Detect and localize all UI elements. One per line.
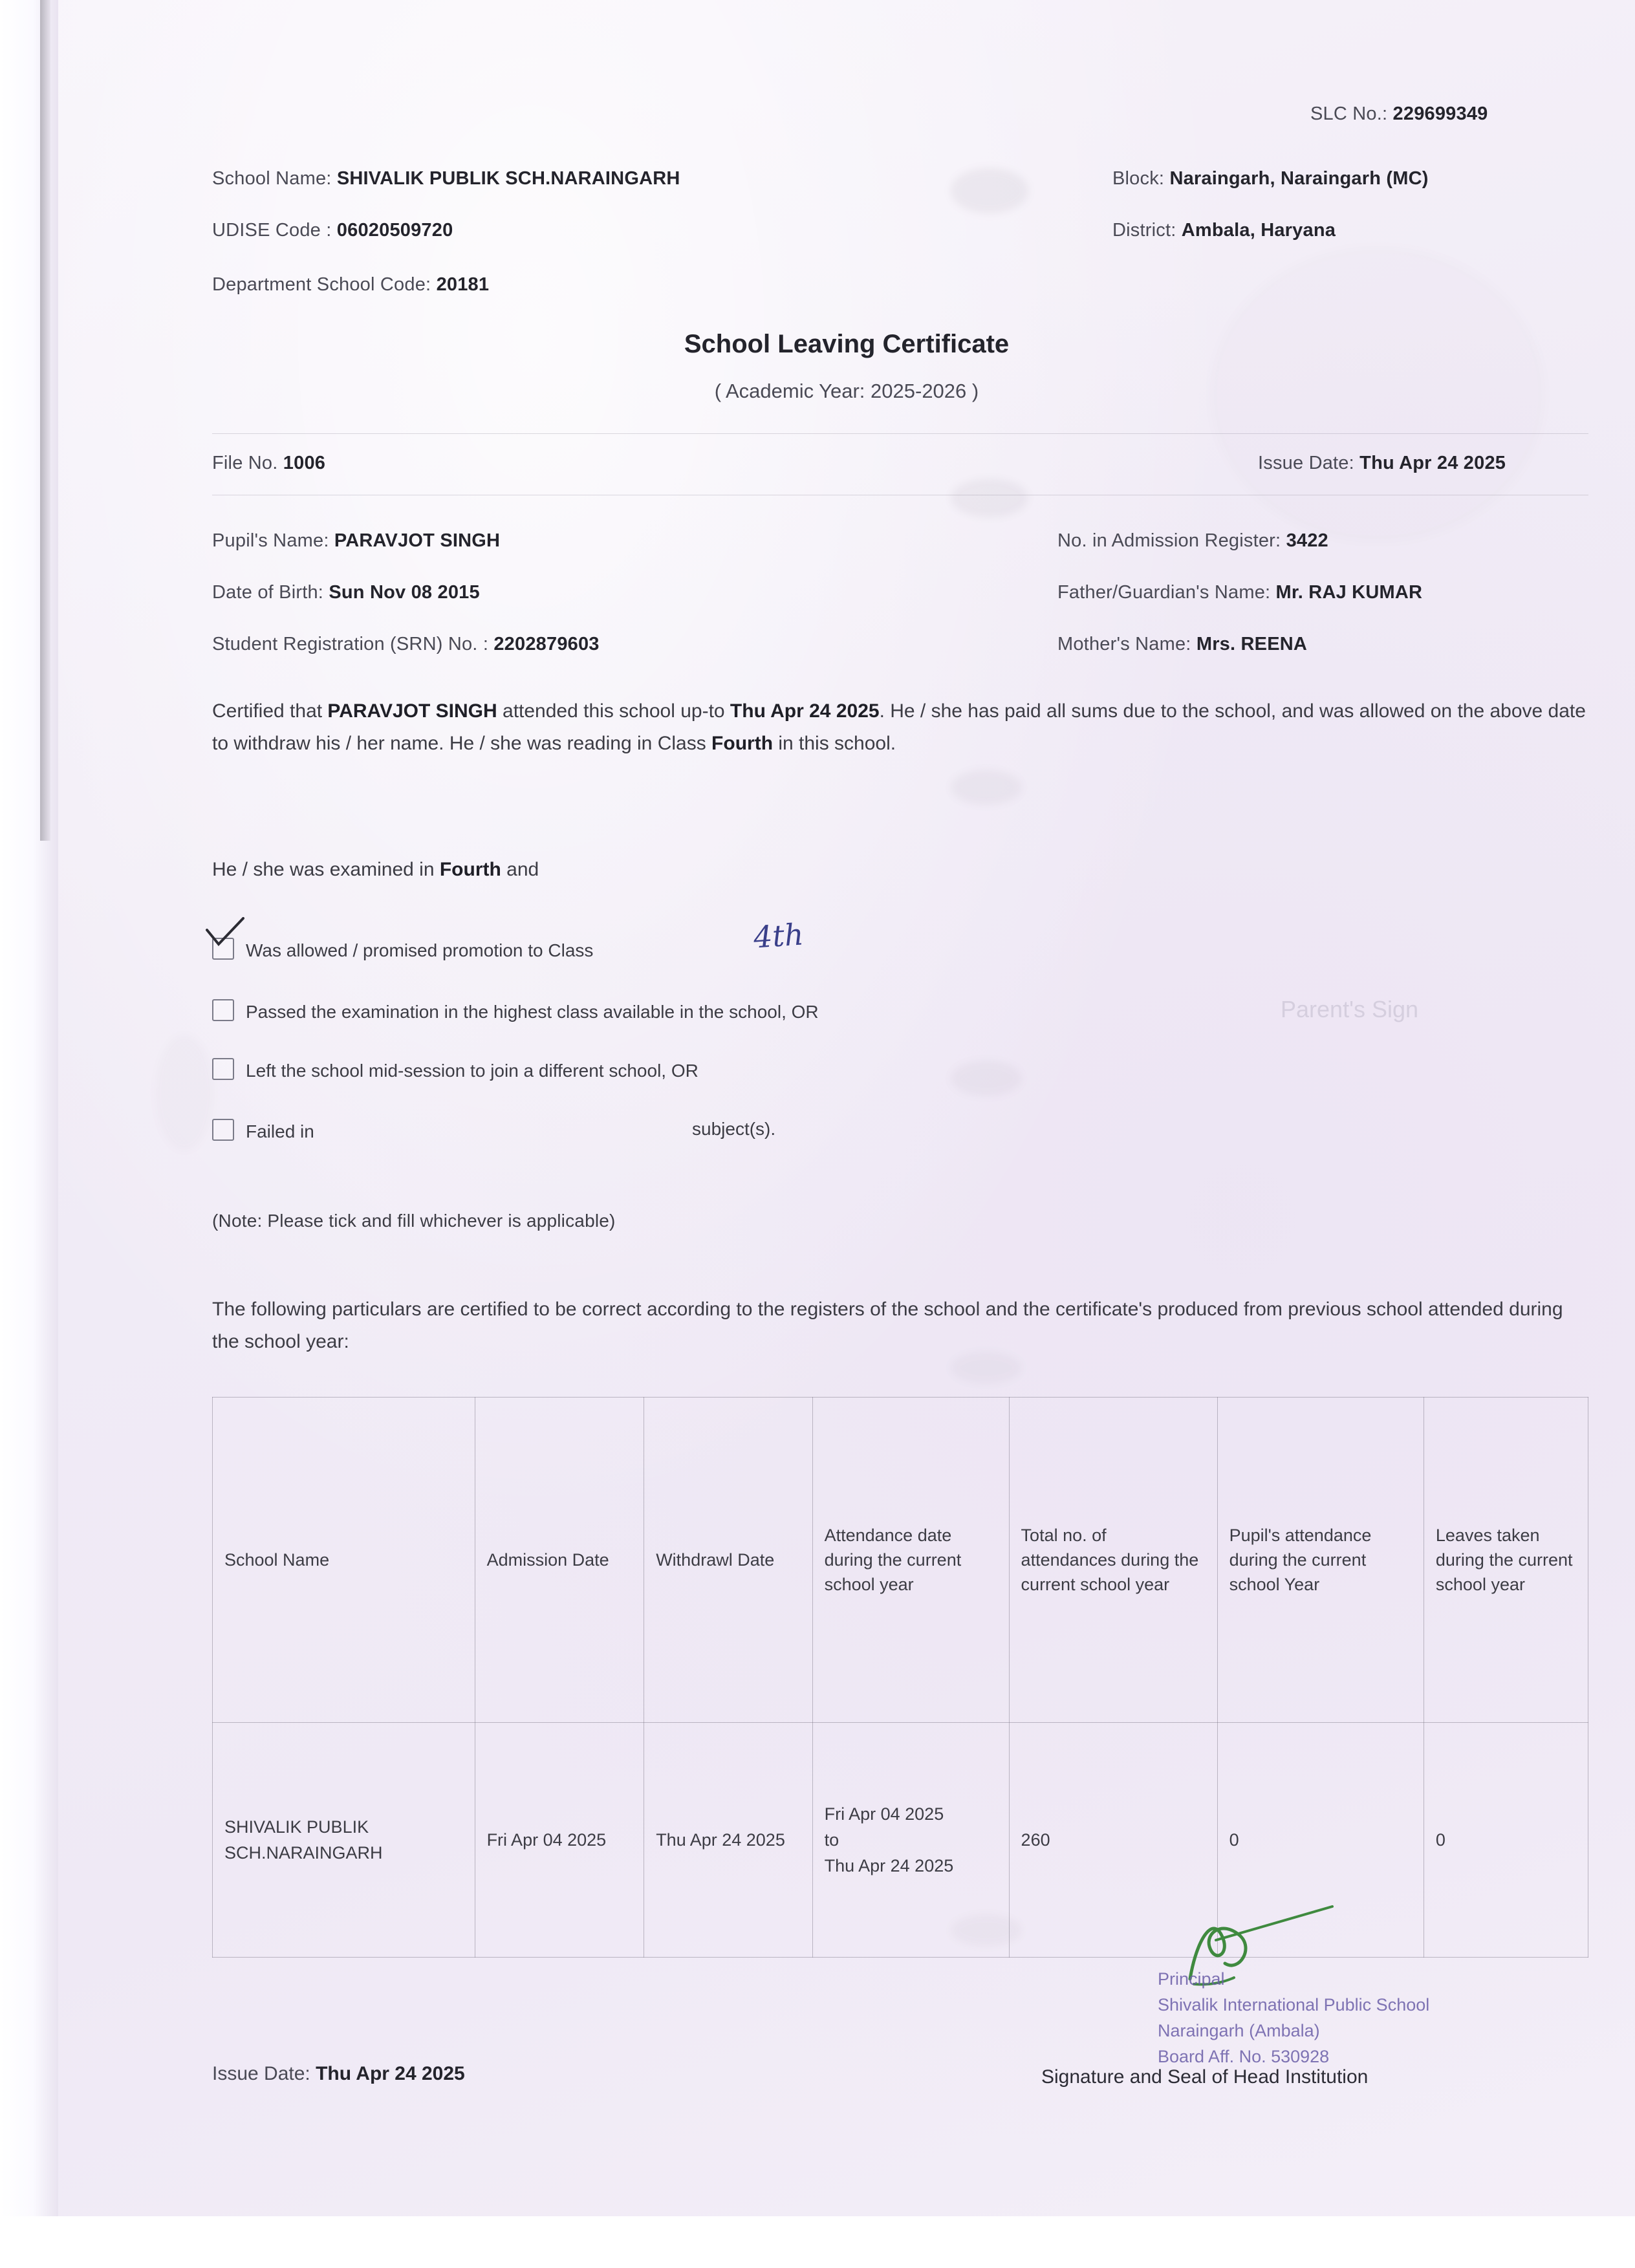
option-failed[interactable] (212, 1119, 314, 1142)
stamp-line-principal: Principal (1158, 1969, 1225, 1989)
district-row (1112, 220, 1336, 241)
option-failed-suffix (692, 1119, 775, 1139)
file-no-value: 1006 (283, 453, 326, 473)
dob-label: Date of Birth: (212, 582, 324, 603)
signature-caption: Signature and Seal of Head Institution (1041, 2066, 1369, 2088)
checkbox-icon[interactable] (212, 938, 234, 960)
divider (212, 433, 1588, 434)
certified-paragraph (212, 695, 1588, 760)
option-promotion-label: Was allowed / promised promotion to Class (246, 940, 594, 960)
footer-issue-date-label: Issue Date: (212, 2063, 310, 2084)
option-passed-highest[interactable] (212, 999, 819, 1022)
father-value: Mr. RAJ KUMAR (1275, 582, 1423, 603)
certified-line1-post: . He / she has paid all sums (879, 700, 1118, 722)
option-left-midsession[interactable] (212, 1058, 698, 1081)
cell-attendance-date-range: Fri Apr 04 2025 to Thu Apr 24 2025 (812, 1723, 1009, 1958)
udise-label: UDISE Code : (212, 220, 332, 241)
applicability-note: (Note: Please tick and fill whichever is applicable) (212, 1211, 616, 1231)
certified-upto-date: Thu Apr 24 2025 (730, 700, 880, 722)
cell-pupil-attendance: 0 (1217, 1723, 1424, 1958)
particulars-intro-line1: The following particulars are certified to be correct according to the registers of the school and the (212, 1299, 1050, 1320)
dob-value: Sun Nov 08 2015 (329, 582, 480, 603)
th-total-attendances: Total no. of attendances during the current school year (1009, 1398, 1217, 1723)
admission-register-value: 3422 (1286, 530, 1328, 551)
school-name-label: School Name: (212, 168, 332, 189)
option-failed-subjects-text: subject(s). (692, 1119, 776, 1139)
table-header-row (213, 1398, 1588, 1723)
mother-label: Mother's Name: (1057, 634, 1191, 654)
slc-label: SLC No.: (1310, 103, 1388, 124)
cell-admission-date: Fri Apr 04 2025 (475, 1723, 644, 1958)
srn-row (212, 634, 600, 655)
cell-total-attendances: 260 (1009, 1723, 1217, 1958)
principal-stamp (1158, 1966, 1429, 2069)
examined-pre: He / she was examined in (212, 859, 440, 880)
mother-value: Mrs. REENA (1196, 634, 1308, 654)
stamp-line-board-aff: Board Aff. No. 530928 (1158, 2047, 1330, 2066)
certified-class: Fourth (711, 733, 774, 754)
footer-issue-date (212, 2063, 465, 2085)
stamp-line-school: Shivalik International Public School (1158, 1995, 1430, 2014)
pupil-name-value: PARAVJOT SINGH (334, 530, 501, 551)
udise-value: 06020509720 (336, 220, 453, 241)
school-name-row (212, 168, 680, 189)
option-promotion[interactable] (212, 938, 593, 961)
certified-line3-pre: Class (657, 733, 712, 754)
checkbox-icon[interactable] (212, 1058, 234, 1080)
issue-date-label: Issue Date: (1258, 453, 1354, 473)
certified-line1-mid: attended this school up-to (497, 700, 730, 722)
file-no-label: File No. (212, 453, 278, 473)
block-label: Block: (1112, 168, 1165, 189)
cell-withdrawl-date: Thu Apr 24 2025 (644, 1723, 812, 1958)
th-withdrawl-date: Withdrawl Date (644, 1398, 812, 1723)
th-pupil-attendance: Pupil's attendance during the current school Year (1217, 1398, 1424, 1723)
block-value: Naraingarh, Naraingarh (MC) (1169, 168, 1429, 189)
th-attendance-date-range: Attendance date during the current school year (812, 1398, 1009, 1723)
cell-school-name: SHIVALIK PUBLIK SCH.NARAINGARH (213, 1723, 475, 1958)
certified-line3-post: in this school. (773, 733, 896, 754)
checkbox-icon[interactable] (212, 999, 234, 1021)
option-passed-highest-label: Passed the examination in the highest class available in the school, OR (246, 1002, 819, 1022)
document-title: School Leaving Certificate (684, 330, 1010, 358)
ghost-text: Parent's Sign (1281, 996, 1418, 1022)
district-label: District: (1112, 220, 1176, 241)
academic-year-subtitle: ( Academic Year: 2025-2026 ) (714, 380, 979, 402)
table-row (213, 1723, 1588, 1958)
father-label: Father/Guardian's Name: (1057, 582, 1271, 603)
school-name-value: SHIVALIK PUBLIK SCH.NARAINGARH (336, 168, 680, 189)
page-bottom-margin (0, 2216, 1635, 2268)
handwritten-class-value: 4th (752, 916, 805, 955)
father-row (1057, 582, 1422, 603)
scan-left-edge (0, 0, 60, 2268)
slc-value: 229699349 (1392, 103, 1488, 124)
udise-row (212, 220, 453, 241)
particulars-intro-line2: certificate's produced from previous school attended during the school year: (212, 1299, 1563, 1352)
scan-shadow (40, 0, 50, 841)
examined-line (212, 854, 1588, 886)
srn-label: Student Registration (SRN) No. : (212, 634, 489, 654)
dept-school-code-label: Department School Code: (212, 274, 431, 295)
document-content (58, 0, 1635, 2218)
admission-register-label: No. in Admission Register: (1057, 530, 1281, 551)
pupil-name-row (212, 530, 500, 552)
dept-school-code-value: 20181 (436, 274, 490, 295)
particulars-intro (212, 1293, 1588, 1358)
admission-register-row (1057, 530, 1328, 552)
paper-surface (58, 0, 1635, 2218)
issue-date-row (1258, 453, 1506, 474)
th-admission-date: Admission Date (475, 1398, 644, 1723)
issue-date-value: Thu Apr 24 2025 (1359, 453, 1506, 473)
checkbox-icon[interactable] (212, 1119, 234, 1141)
dob-row (212, 582, 480, 603)
srn-value: 2202879603 (493, 634, 600, 654)
dept-school-code-row (212, 274, 489, 296)
option-failed-label: Failed in (246, 1121, 314, 1141)
th-school-name: School Name (213, 1398, 475, 1723)
district-value: Ambala, Haryana (1181, 220, 1336, 241)
certified-line1-pre: Certified that (212, 700, 328, 722)
file-no-row (212, 453, 325, 474)
stamp-line-place: Naraingarh (Ambala) (1158, 2021, 1320, 2040)
pupil-name-label: Pupil's Name: (212, 530, 329, 551)
slc-number (1310, 103, 1488, 125)
mother-row (1057, 634, 1307, 655)
examined-post: and (501, 859, 539, 880)
particulars-table (212, 1397, 1588, 1958)
block-row (1112, 168, 1429, 189)
th-leaves-taken: Leaves taken during the current school year (1424, 1398, 1588, 1723)
examined-class: Fourth (439, 859, 501, 880)
footer-issue-date-value: Thu Apr 24 2025 (316, 2063, 465, 2084)
cell-leaves-taken: 0 (1424, 1723, 1588, 1958)
certified-pupil-name: PARAVJOT SINGH (327, 700, 497, 722)
certified-line2: due to the school, and was allowed on the above date to withdraw his / her name. He / she was reading in (212, 700, 1586, 754)
option-left-midsession-label: Left the school mid-session to join a different school, OR (246, 1061, 698, 1081)
